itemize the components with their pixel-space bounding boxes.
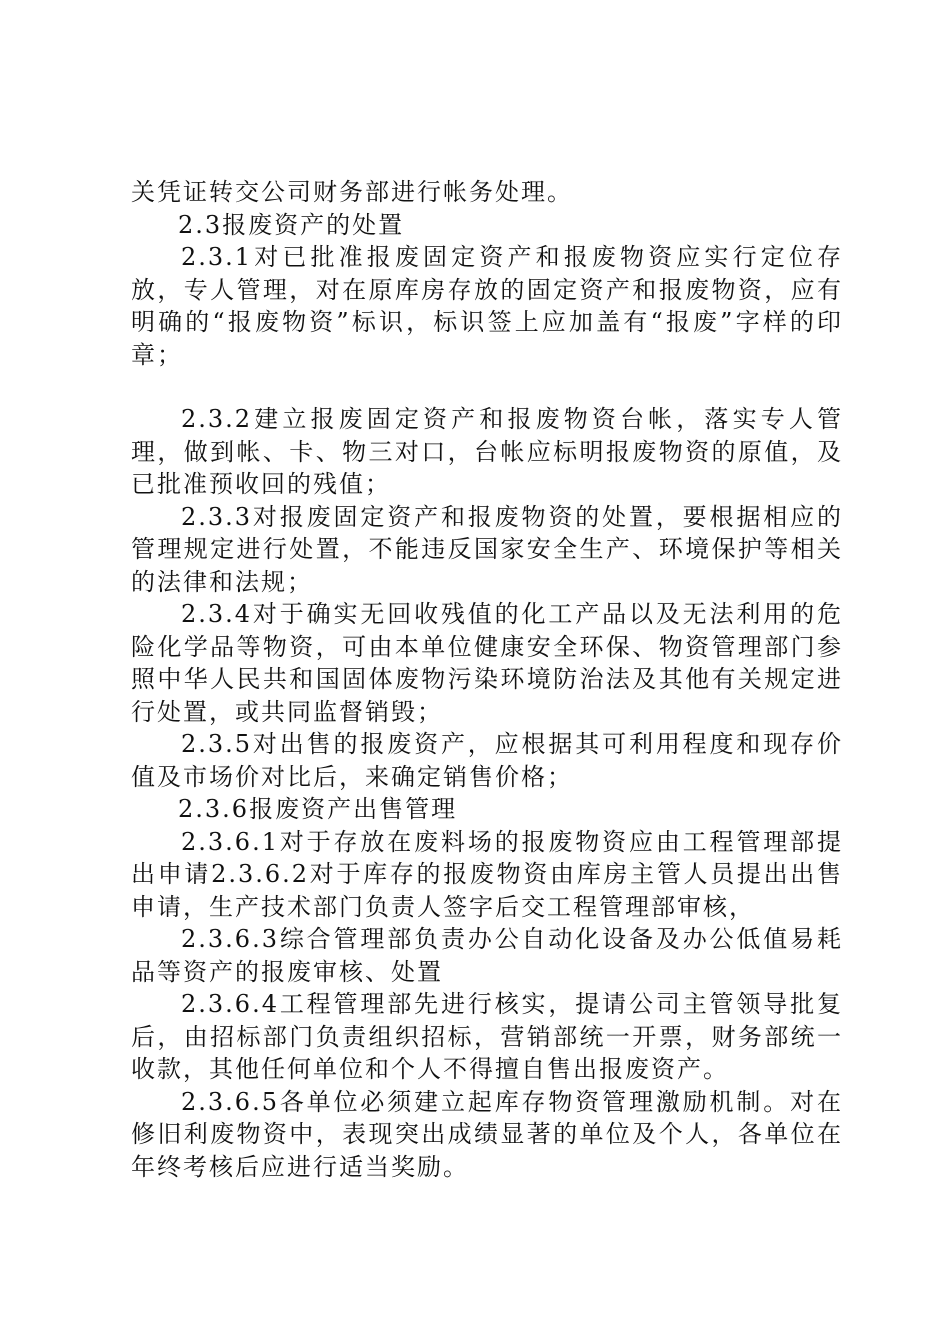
paragraph-2-3-6-5: 2.3.6.5各单位必须建立起库存物资管理激励机制。对在修旧利废物资中，表现突出成绩显著的单位及个人，各单位在年终考核后应进行适当奖励。 bbox=[131, 1087, 843, 1181]
paragraph-continuation: 关凭证转交公司财务部进行帐务处理。 bbox=[131, 178, 573, 206]
paragraph-2-3-4: 2.3.4对于确实无回收残值的化工产品以及无法利用的危险化学品等物资，可由本单位健康安全环保、物资管理部门参照中华人民共和国固体废物污染环境防治法及其他有关规定进行处置，或共同监督销毁； bbox=[131, 600, 843, 726]
document-body bbox=[131, 176, 843, 1183]
paragraph-2-3-6-3: 2.3.6.3综合管理部负责办公自动化设备及办公低值易耗品等资产的报废审核、处置 bbox=[131, 925, 843, 986]
paragraph-2-3-6-1: 2.3.6.1对于存放在废料场的报废物资应由工程管理部提出申请2.3.6.2对于库存的报废物资由库房主管人员提出出售申请，生产技术部门负责人签字后交工程管理部审核， bbox=[131, 827, 843, 921]
section-heading-2-3-6: 2.3.6报废资产出售管理 bbox=[178, 795, 458, 823]
section-heading-2-3: 2.3报废资产的处置 bbox=[178, 210, 405, 239]
paragraph-2-3-1: 2.3.1对已批准报废固定资产和报废物资应实行定位存放，专人管理，对在原库房存放的固定资产和报废物资，应有明确的“报废物资”标识，标识签上应加盖有“报废”字样的印章； bbox=[131, 243, 843, 369]
paragraph-2-3-2: 2.3.2建立报废固定资产和报废物资台帐，落实专人管理，做到帐、卡、物三对口，台帐应标明报废物资的原值，及已批准预收回的残值； bbox=[131, 405, 843, 498]
paragraph-2-3-6-4: 2.3.6.4工程管理部先进行核实，提请公司主管领导批复后，由招标部门负责组织招标，营销部统一开票，财务部统一收款，其他任何单位和个人不得擅自售出报废资产。 bbox=[131, 990, 843, 1083]
paragraph-2-3-3: 2.3.3对报废固定资产和报废物资的处置，要根据相应的管理规定进行处置，不能违反国家安全生产、环境保护等相关的法律和法规； bbox=[131, 502, 843, 596]
paragraph-2-3-5: 2.3.5对出售的报废资产，应根据其可利用程度和现存价值及市场价对比后，来确定销售价格； bbox=[131, 730, 843, 791]
